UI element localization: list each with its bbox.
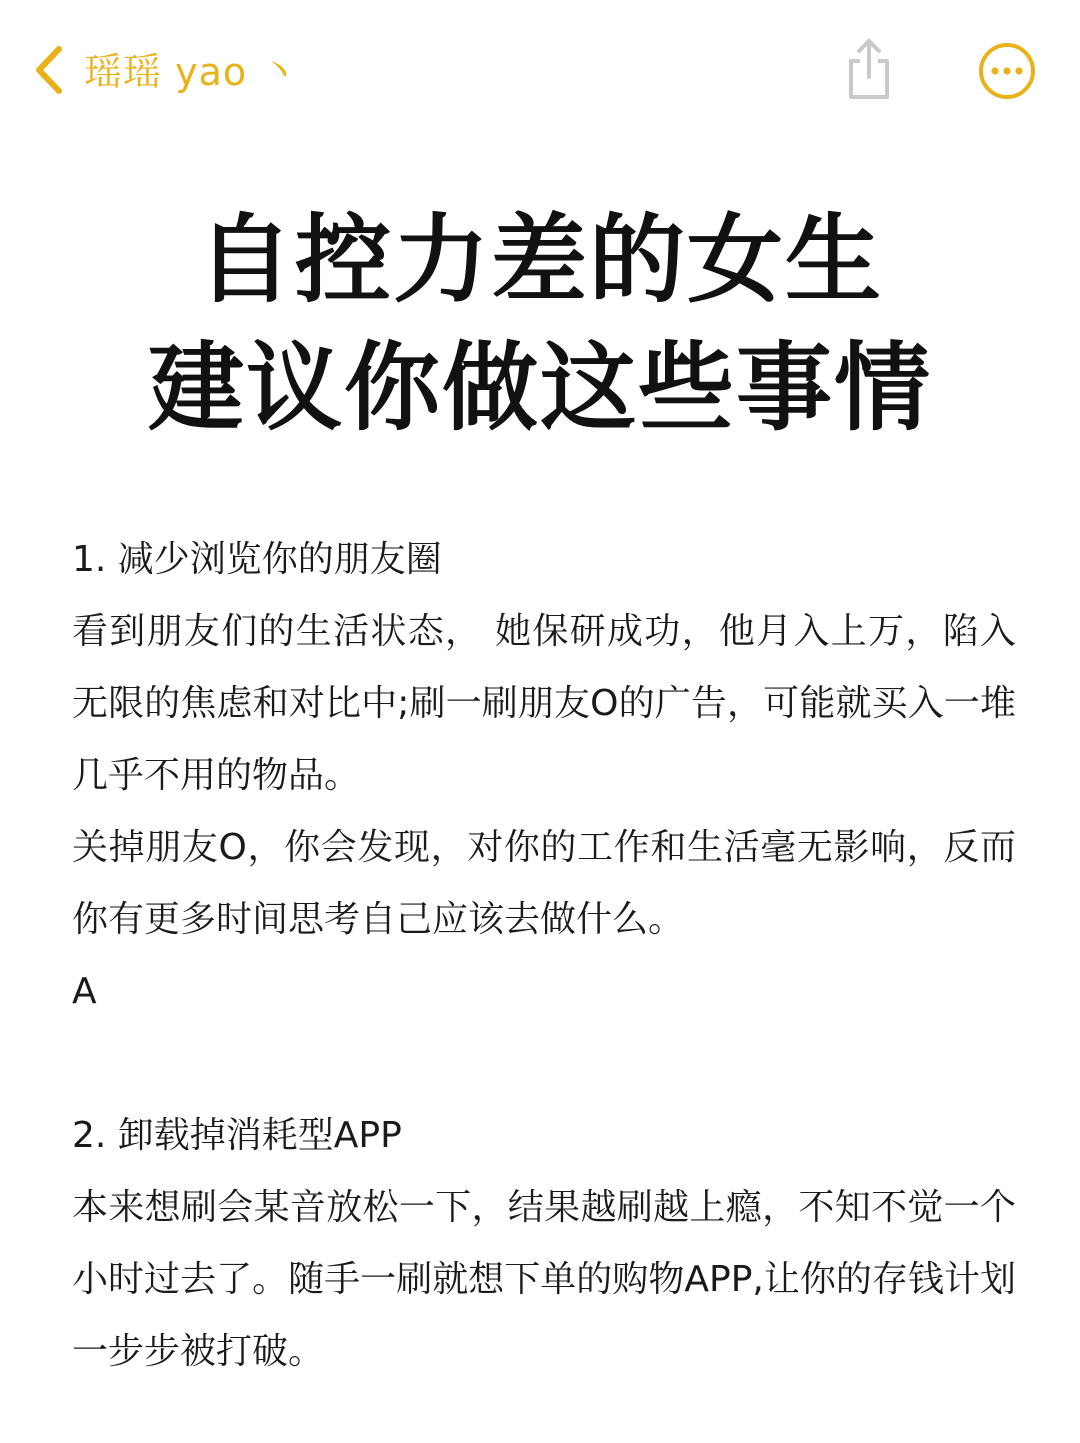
note-body	[72, 524, 1016, 1388]
back-button[interactable]	[26, 42, 70, 98]
chevron-left-icon	[31, 45, 65, 95]
share-icon	[843, 37, 895, 101]
top-navigation-bar	[0, 0, 1080, 140]
section-2-paragraph-1: 本来想刷会某音放松一下，结果越刷越上瘾，不知不觉一个小时过去了。随手一刷就想下单的购物APP,让你的存钱计划一步步被打破。	[72, 1187, 1016, 1372]
headline-line-2: 建议你做这些事情	[148, 332, 932, 444]
headline	[0, 196, 1080, 452]
note-title: 瑶瑶 yao 丶	[84, 50, 300, 94]
section-1-heading: 1. 减少浏览你的朋友圈	[72, 539, 442, 580]
section-2-heading: 2. 卸载掉消耗型APP	[72, 1115, 402, 1156]
blank-line	[72, 1028, 1016, 1100]
section-1-paragraph-1: 看到朋友们的生活状态， 她保研成功，他月入上万，陷入无限的焦虑和对比中;刷一刷朋友O的广告，可能就买入一堆几乎不用的物品。	[72, 611, 1016, 796]
share-button[interactable]	[838, 34, 900, 104]
section-1-paragraph-3: A	[72, 971, 97, 1012]
more-dots-icon	[977, 41, 1037, 101]
section-1-paragraph-2: 关掉朋友O，你会发现，对你的工作和生活毫无影响，反而你有更多时间思考自己应该去做什么。	[72, 827, 1016, 940]
more-options-button[interactable]	[976, 40, 1038, 102]
headline-line-1: 自控力差的女生	[197, 204, 883, 316]
